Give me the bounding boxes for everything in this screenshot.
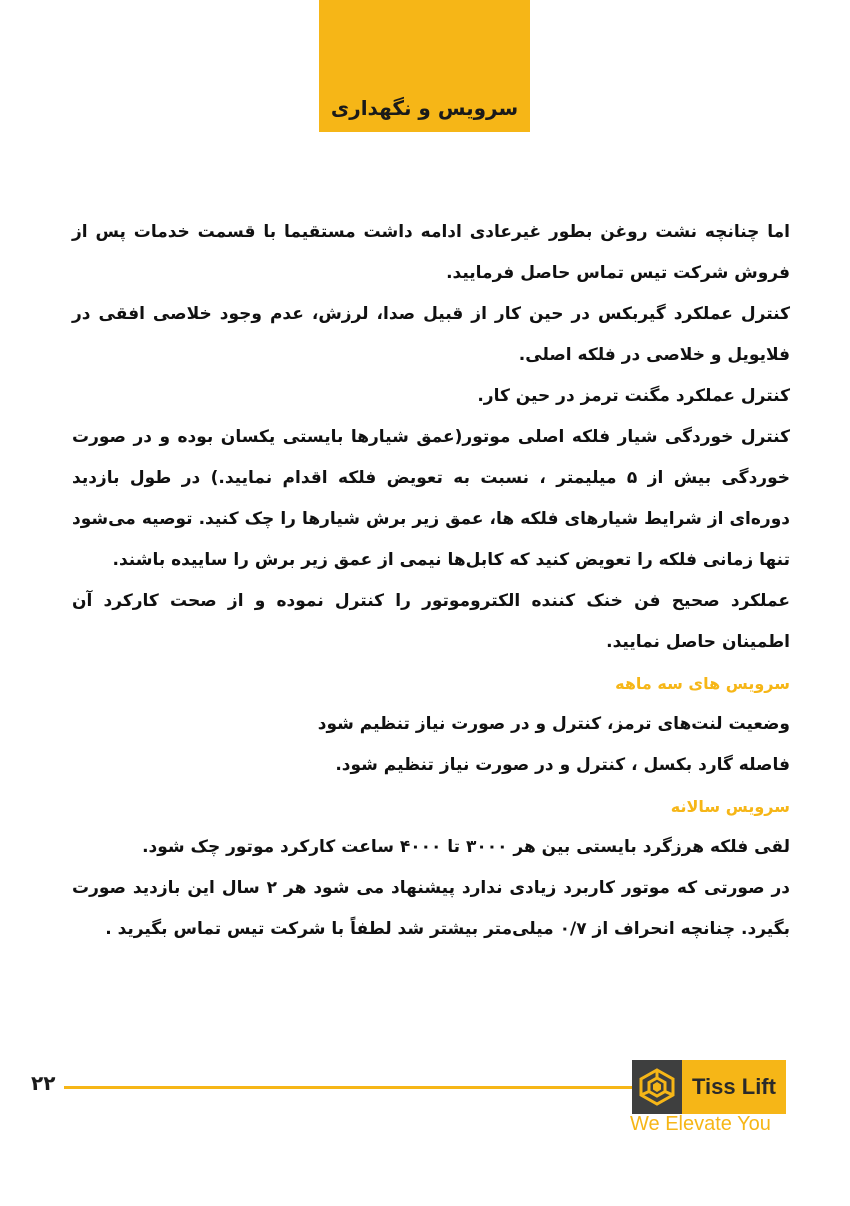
paragraph-cooling-fan: عملکرد صحیح فن خنک کننده الکتروموتور را کنترل نموده و از صحت کارکرد آن اطمینان حاصل نمایید.	[72, 591, 790, 652]
brand-logo	[632, 1060, 786, 1114]
paragraph-sheave-wear: کنترل خوردگی شیار فلکه اصلی موتور(عمق شیارها بایستی یکسان بوده و در صورت خوردگی بیش از ۵ میلیمتر ، نسبت به تعویض فلکه اقدام نمایید.) در طول بازدید دوره‌ای از شرایط شیارهای فلکه ها، عمق زیر برش شیارها را چک کنید. توصیه می‌شود تنها زمانی فلکه را تعویض کنید که کابل‌ها نیمی از عمق زیر برش را ساییده باشند.	[72, 427, 790, 570]
page-number: ۲۲	[31, 1071, 56, 1095]
section-heading-annual: سرویس سالانه	[670, 797, 790, 816]
body-content	[72, 212, 790, 950]
tiss-lift-logo-icon	[632, 1060, 682, 1114]
footer-divider	[64, 1086, 634, 1089]
brand-name: Tiss Lift	[692, 1074, 776, 1099]
paragraph-oil-leak: اما چنانچه نشت روغن بطور غیرعادی ادامه داشت مستقیما با قسمت خدمات پس از فروش شرکت تیس تماس حاصل فرمایید.	[72, 222, 790, 283]
section-heading-quarterly: سرویس های سه ماهه	[615, 674, 790, 693]
paragraph-low-usage: در صورتی که موتور کاربرد زیادی ندارد پیشنهاد می شود هر ۲ سال این بازدید صورت بگیرد. چنانچه انحراف از ۰/۷ میلی‌متر بیشتر شد لطفاً با شرکت تیس تماس بگیرید .	[72, 878, 790, 939]
header-tab	[319, 0, 530, 132]
page-title: سرویس و نگهداری	[330, 96, 519, 120]
paragraph-gearbox: کنترل عملکرد گیربکس در حین کار از قبیل صدا، لرزش، عدم وجود خلاصی افقی در فلایویل و خلاصی در فلکه اصلی.	[72, 304, 790, 365]
paragraph-rope-guard: فاصله گارد بکسل ، کنترل و در صورت نیاز تنظیم شود.	[335, 755, 790, 775]
paragraph-brake-magnet: کنترل عملکرد مگنت ترمز در حین کار.	[477, 386, 790, 406]
brand-tagline: We Elevate You	[630, 1113, 771, 1135]
paragraph-idler-play: لقی فلکه هرزگرد بایستی بین هر ۳۰۰۰ تا ۴۰۰۰ ساعت کارکرد موتور چک شود.	[142, 837, 790, 857]
paragraph-brake-pads: وضعیت لنت‌های ترمز، کنترل و در صورت نیاز تنظیم شود	[317, 714, 790, 734]
